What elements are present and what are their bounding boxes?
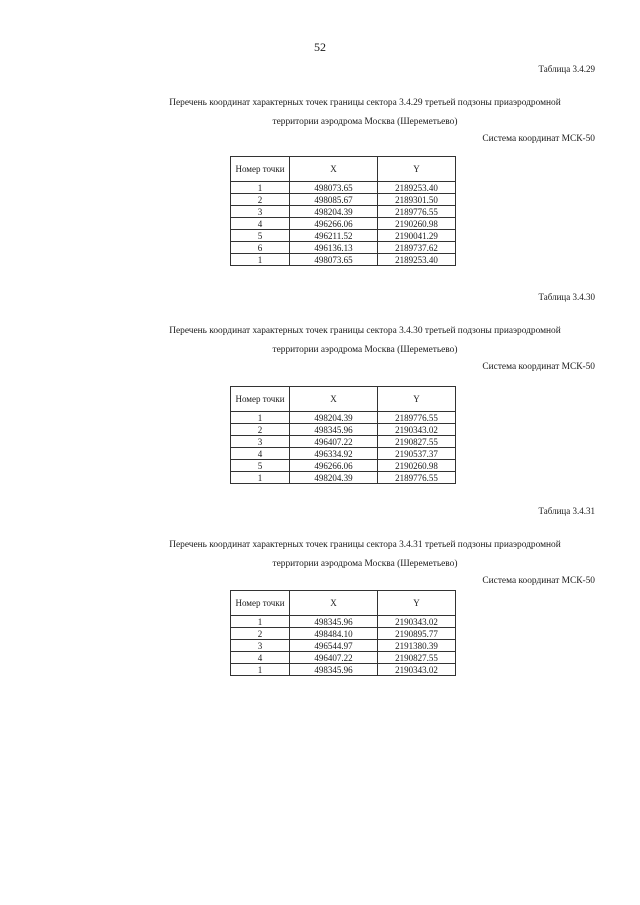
point-y: 2189776.55 [378,206,456,218]
table-heading-line1: Перечень координат характерных точек границы сектора 3.4.29 третьей подзоны приаэродромной [169,98,561,108]
point-x: 496334.92 [290,448,378,460]
point-number: 2 [231,424,290,436]
point-number: 1 [231,412,290,424]
point-number: 3 [231,436,290,448]
table-heading-line2: территории аэродрома Москва (Шереметьево) [272,345,458,355]
point-y: 2189301.50 [378,194,456,206]
point-number: 2 [231,628,290,640]
point-x: 498204.39 [290,412,378,424]
point-y: 2190343.02 [378,616,456,628]
point-number: 3 [231,206,290,218]
point-y: 2189253.40 [378,182,456,194]
table-row [231,448,456,460]
point-number: 3 [231,640,290,652]
point-number: 5 [231,230,290,242]
column-header-x: X [290,157,378,182]
column-header-x: X [290,387,378,412]
coordinate-system-label: Система координат МСК-50 [482,576,595,586]
table-row [231,254,456,266]
point-y: 2189776.55 [378,412,456,424]
point-x: 498484.10 [290,628,378,640]
table-heading-line2: территории аэродрома Москва (Шереметьево) [272,117,458,127]
coordinate-system-label: Система координат МСК-50 [482,134,595,144]
column-header-number: Номер точки [231,591,290,616]
point-number: 4 [231,652,290,664]
point-number: 2 [231,194,290,206]
table-row [231,230,456,242]
coordinates-table [230,590,456,676]
column-header-y: Y [378,591,456,616]
table-heading [130,536,600,574]
point-x: 496407.22 [290,652,378,664]
table-label: Таблица 3.4.29 [538,64,595,74]
table-header-row [231,591,456,616]
point-x: 498073.65 [290,182,378,194]
table-heading-line1: Перечень координат характерных точек границы сектора 3.4.31 третьей подзоны приаэродромной [169,540,561,550]
point-x: 496407.22 [290,436,378,448]
point-y: 2190343.02 [378,664,456,676]
point-x: 498073.65 [290,254,378,266]
point-x: 498204.39 [290,206,378,218]
point-y: 2189253.40 [378,254,456,266]
point-x: 496544.97 [290,640,378,652]
point-y: 2190041.29 [378,230,456,242]
point-x: 498345.96 [290,616,378,628]
table-row [231,628,456,640]
table-heading-line1: Перечень координат характерных точек границы сектора 3.4.30 третьей подзоны приаэродромной [169,326,561,336]
point-y: 2190537.37 [378,448,456,460]
point-x: 498085.67 [290,194,378,206]
point-x: 496136.13 [290,242,378,254]
column-header-y: Y [378,157,456,182]
point-number: 4 [231,218,290,230]
table-row [231,194,456,206]
table-row [231,182,456,194]
point-number: 1 [231,616,290,628]
point-number: 4 [231,448,290,460]
table-row [231,472,456,484]
point-x: 498345.96 [290,664,378,676]
table-row [231,242,456,254]
table-header-row [231,387,456,412]
table-row [231,206,456,218]
table-row [231,436,456,448]
table-row [231,460,456,472]
table-row [231,640,456,652]
point-number: 1 [231,254,290,266]
page-number: 52 [314,40,326,54]
column-header-number: Номер точки [231,387,290,412]
point-y: 2189776.55 [378,472,456,484]
point-y: 2190260.98 [378,460,456,472]
table-row [231,652,456,664]
table-row [231,424,456,436]
column-header-y: Y [378,387,456,412]
coordinates-table [230,386,456,484]
column-header-x: X [290,591,378,616]
point-y: 2189737.62 [378,242,456,254]
table-row [231,218,456,230]
point-x: 498204.39 [290,472,378,484]
table-heading [130,322,600,360]
point-y: 2190827.55 [378,436,456,448]
point-x: 496266.06 [290,218,378,230]
table-heading [130,94,600,132]
point-x: 496211.52 [290,230,378,242]
table-row [231,412,456,424]
point-y: 2191380.39 [378,640,456,652]
coordinate-system-label: Система координат МСК-50 [482,362,595,372]
point-x: 496266.06 [290,460,378,472]
point-number: 1 [231,664,290,676]
point-y: 2190343.02 [378,424,456,436]
point-number: 1 [231,472,290,484]
coordinates-table [230,156,456,266]
table-header-row [231,157,456,182]
table-label: Таблица 3.4.30 [538,292,595,302]
table-label: Таблица 3.4.31 [538,506,595,516]
table-row [231,664,456,676]
point-y: 2190260.98 [378,218,456,230]
column-header-number: Номер точки [231,157,290,182]
point-x: 498345.96 [290,424,378,436]
point-y: 2190895.77 [378,628,456,640]
point-number: 5 [231,460,290,472]
point-number: 6 [231,242,290,254]
point-number: 1 [231,182,290,194]
table-row [231,616,456,628]
point-y: 2190827.55 [378,652,456,664]
table-heading-line2: территории аэродрома Москва (Шереметьево) [272,559,458,569]
